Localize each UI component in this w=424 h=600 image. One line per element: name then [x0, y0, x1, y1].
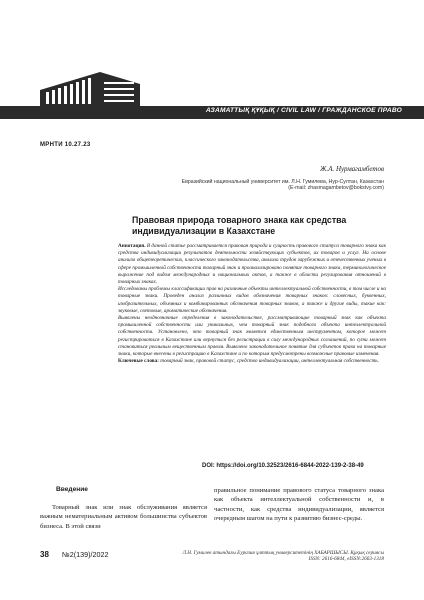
- author-affiliation: [154, 179, 384, 192]
- intro-column-2: правильное понимание правового статуса товарного знака как объекта интеллектуальной собственности и, в частности, как средства индивидуализации, является очередным шагом на пути к развитию бизнес-среды.: [214, 487, 384, 522]
- abstract-paragraph-1: [118, 243, 386, 286]
- keywords-label: Ключевые слова:: [118, 358, 159, 365]
- section-title: АЗАМАТТЫҚ ҚҰҚЫҚ / CIVIL LAW / ГРАЖДАНСКОЕ ПРАВО: [205, 107, 402, 114]
- mrnti-code: МРНТИ 10.27.23: [40, 142, 91, 148]
- abstract-label: Аннотация.: [118, 243, 146, 249]
- abstract-paragraph-2: Исследованы проблемы классификации прав на различные объекты интеллектуальной собственности, в том числе и на товарные знаки. Проведен анализ различных видов обозначения товарных знаков: словесных, буквенных, изобразительных, объемных и комбинированных обозначения товарных знаков, а также и другие виды, такие как: звуковые, световые, ароматические обозначения.: [118, 286, 386, 314]
- intro-heading: Введение: [56, 486, 88, 493]
- title-line-1: Правовая природа товарного знака как средства: [132, 215, 347, 225]
- abstract-block: [118, 243, 386, 365]
- keywords-paragraph: [118, 358, 386, 365]
- journal-info: [124, 550, 384, 563]
- author-name: Ж.А. Нурмагамбетов: [320, 165, 384, 173]
- affiliation-line: Евразийский национальный университет им. Л.Н. Гумилева, Нур-Султан, Казахстан: [181, 179, 384, 185]
- keywords-text: товарный знак, правовой статус, средство индивидуализации, интеллектуальная собственность.: [160, 358, 379, 365]
- doi-link[interactable]: DOI: https://doi.org/10.32523/2616-6844-2022-139-2-38-49: [202, 463, 364, 469]
- author-email: (E-mail: zhasmagambetov@bokstvy.com): [288, 185, 384, 192]
- intro-column-1: Товарный знак или знак обслуживания является важным нематериальным активом большинства субъектов бизнеса. В этой связи: [40, 504, 207, 530]
- journal-name: Л.Н. Гумилев атындағы Еуразия ұлттық университетінің ХАБАРШЫСЫ. Құқық сериясы: [182, 550, 384, 556]
- page-number: 38: [40, 550, 49, 559]
- issue-number: №2(139)/2022: [62, 550, 109, 559]
- article-title: [132, 215, 382, 237]
- abstract-text-1: В данной статье рассматривается правовая природа и сущность правового статуса товарного знака как средства индивидуализации результатов деятельности хозяйствующих субъектов, их товаров и услуг. На основе анализа общетеоретических, классического законодательства, анализа трудов зарубежных и отечественных ученых в сфере промышленной собственности товарный знак и проанализировано понятие товарного знака, терминологическое выражение под видом международных и национальных актов, а также в области регулирования отношений в товарных знаках.: [118, 243, 386, 286]
- journal-issn: ISSN: 2616-6844, eISSN:2663-1318: [308, 556, 384, 563]
- abstract-paragraph-3: Выявлены неоднозначные определения в законодательстве, рассматривающие товарный знак как объекта промышленной собственности или уникальных, чем товарный знак подобного объекта интеллектуальной собственности. Установлено, что товарный знак является единственным инструментом, которое может регистрироваться в Казахстане или вернуться без регистрации в силу международных соглашений, по сути может становиться реальным вещественным правом. Выявлено законодательное понятие для субъектов права на товарные знаки, которые внесены в регистрацию в Казахстане и по которым предусмотрены возможные правовые изменения.: [118, 315, 386, 358]
- title-line-2: индивидуализации в Казахстане: [132, 226, 276, 236]
- journal-logo: [40, 70, 140, 106]
